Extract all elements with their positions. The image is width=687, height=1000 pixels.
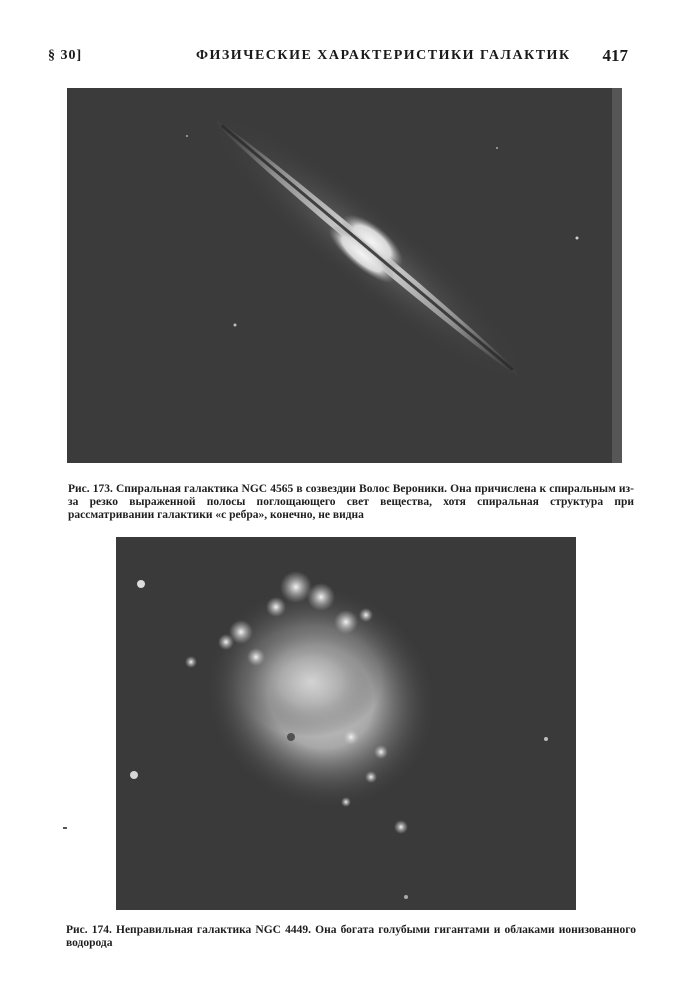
figure-173-caption: Рис. 173. Спиральная галактика NGC 4565 в созвездии Волос Вероники. Она причислена к спиральным из-за резко выраженной полосы поглощающего свет вещества, хотя спиральная структура при рассматривании галактики «с ребра», конечно, не видна xyxy=(68,483,634,521)
section-reference: § 30] xyxy=(48,48,83,63)
print-speck xyxy=(63,827,67,829)
figure-173-photo xyxy=(67,88,622,463)
figure-174-photo xyxy=(116,537,576,910)
figure-174-caption: Рис. 174. Неправильная галактика NGC 4449. Она богата голубыми гигантами и облаками ионизованного водорода xyxy=(66,924,636,949)
edge-on-spiral-galaxy-image xyxy=(67,88,622,463)
page-number: 417 xyxy=(602,46,628,65)
running-title: ФИЗИЧЕСКИЕ ХАРАКТЕРИСТИКИ ГАЛАКТИК xyxy=(196,48,571,63)
irregular-galaxy-image xyxy=(116,537,576,910)
running-header xyxy=(48,46,632,68)
